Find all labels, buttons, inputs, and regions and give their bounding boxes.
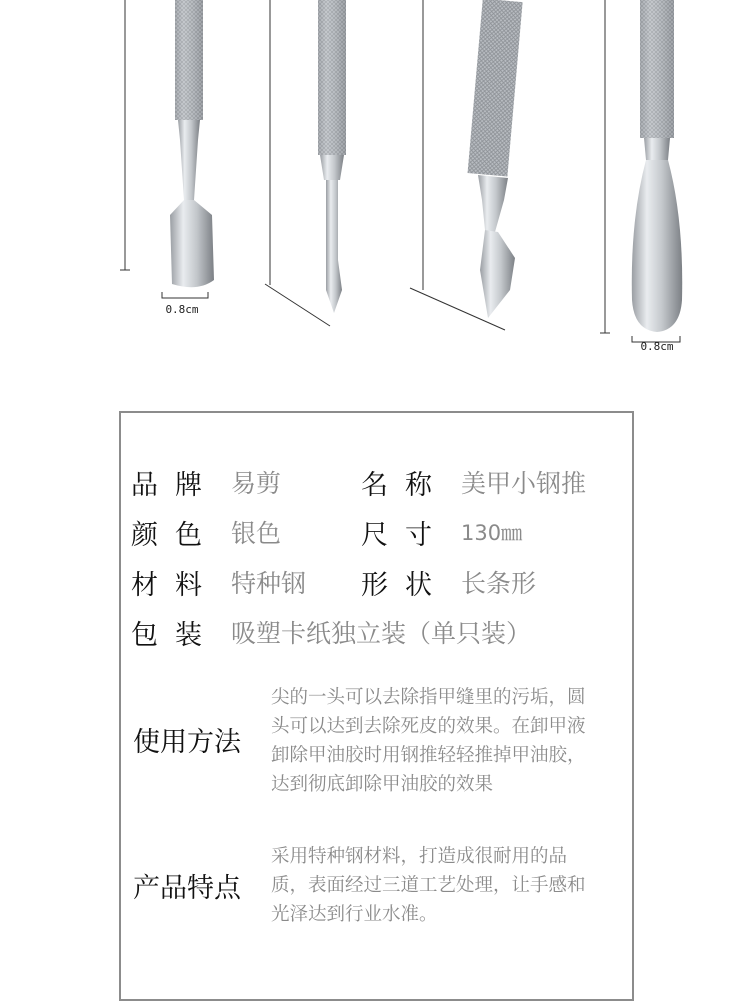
spec-row [131,612,531,652]
spec-value: 特种钢 [231,569,307,598]
dimension-label: 0.8cm [165,303,199,316]
tool-knife-blade [318,0,346,313]
features-text: 采用特种钢材料，打造成很耐用的品质，表面经过三道工艺处理，让手感和光泽达到行业水准。 [271,846,586,925]
spec-value: 吸塑卡纸独立装（单只装） [231,619,532,648]
product-photo [0,0,750,390]
tool-round-pusher [632,0,682,332]
spec-label: 形状 [361,569,449,601]
spec-label: 名称 [361,469,449,501]
dimension-label: 0.8cm [640,340,674,353]
spec-value: 130㎜ [461,521,523,545]
spec-row [131,462,586,502]
usage-title: 使用方法 [133,727,241,758]
spec-value: 长条形 [461,569,537,598]
features-title: 产品特点 [133,873,241,904]
tool-angled-chisel [468,0,523,318]
spec-label: 包装 [131,619,219,651]
spec-value: 美甲小钢推 [461,469,587,498]
spec-label: 颜色 [131,519,219,551]
spec-label: 材料 [131,569,219,601]
spec-value: 银色 [231,519,282,548]
spec-value: 易剪 [231,469,282,498]
usage-text: 尖的一头可以去除指甲缝里的污垢，圆头可以达到去除死皮的效果。在卸甲液卸除甲油胶时用钢推轻轻推掉甲油胶，达到彻底卸除甲油胶的效果 [271,687,586,795]
spec-row [131,562,536,602]
spec-label: 品牌 [131,469,219,501]
spec-label: 尺寸 [361,519,449,551]
tool-spoon-pusher [170,0,214,287]
spec-row [131,512,522,552]
